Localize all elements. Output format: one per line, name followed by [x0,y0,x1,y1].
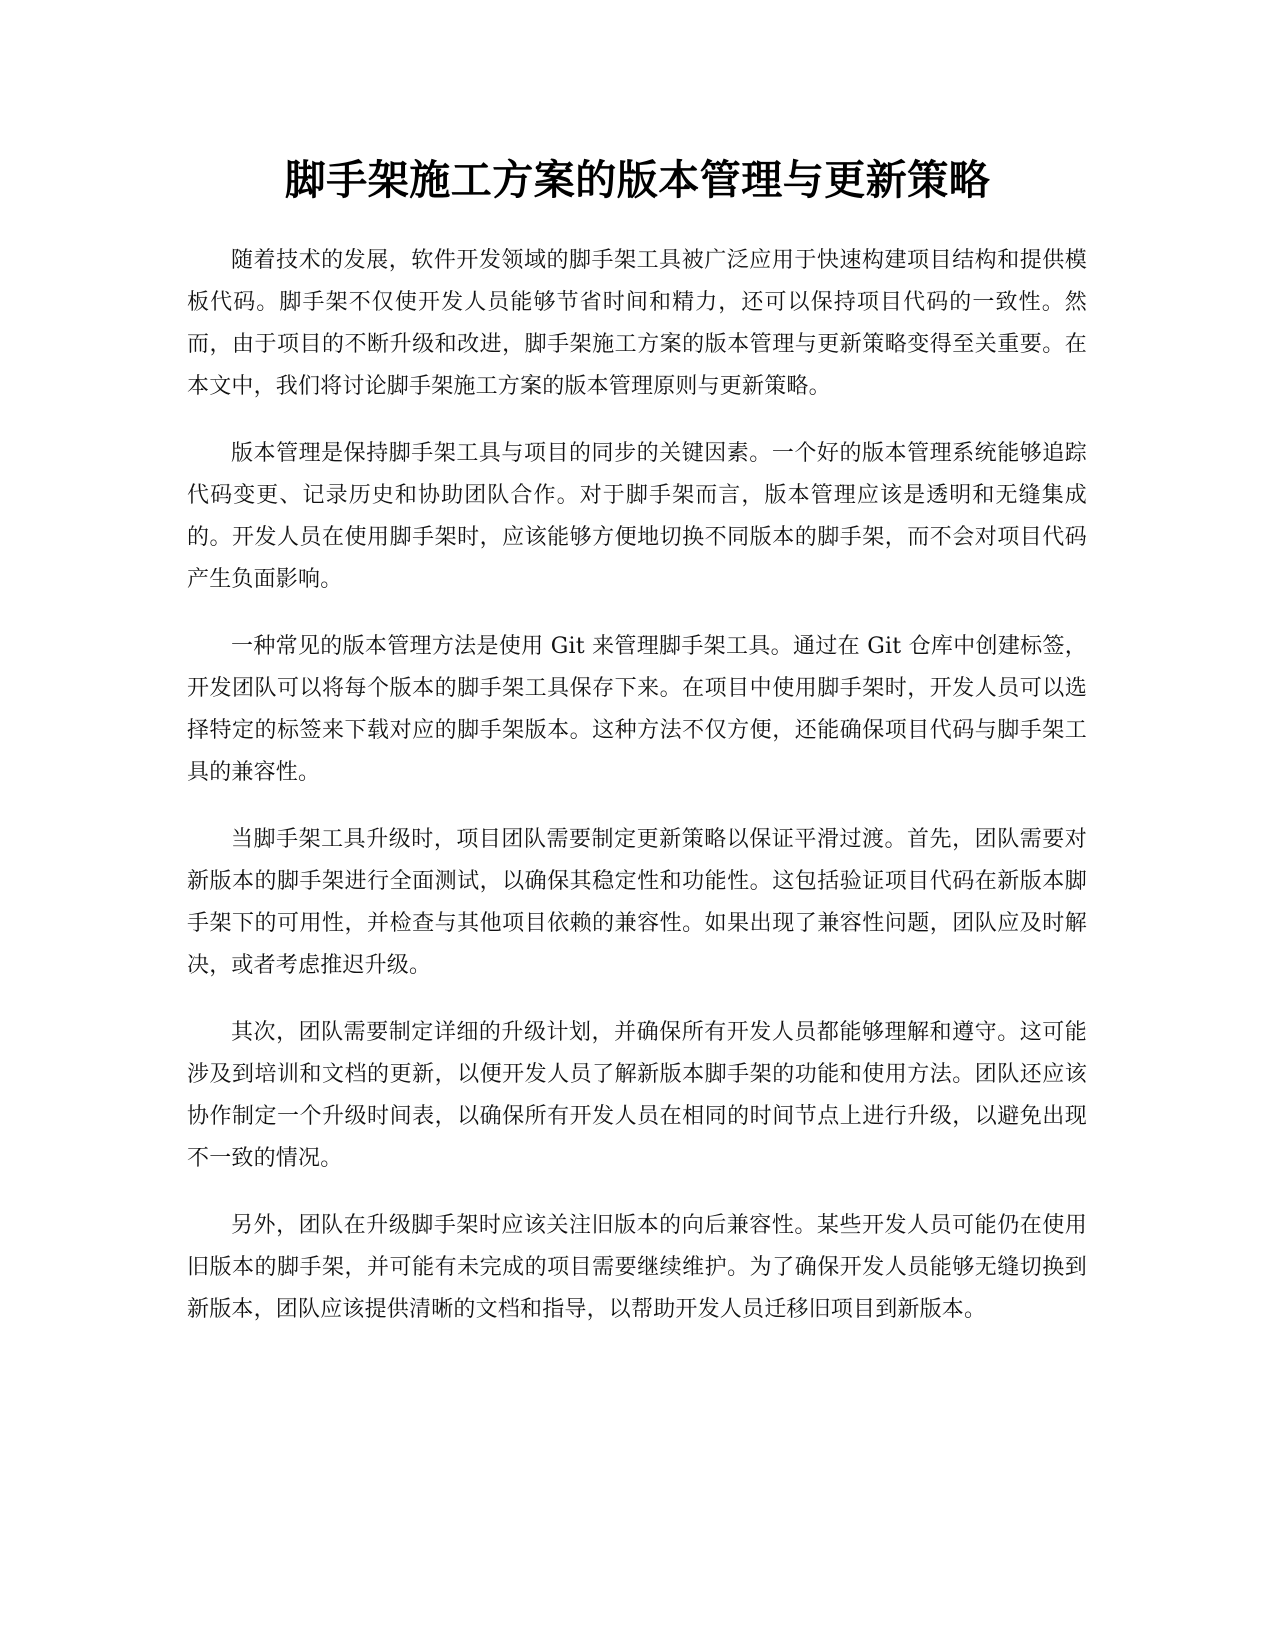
page-title: 脚手架施工方案的版本管理与更新策略 [284,156,991,204]
paragraph-2: 版本管理是保持脚手架工具与项目的同步的关键因素。一个好的版本管理系统能够追踪代码变更、记录历史和协助团队合作。对于脚手架而言，版本管理应该是透明和无缝集成的。开发人员在使用脚手架时，应该能够方便地切换不同版本的脚手架，而不会对项目代码产生负面影响。 [187,441,1087,592]
paragraph-6: 另外，团队在升级脚手架时应该关注旧版本的向后兼容性。某些开发人员可能仍在使用旧版本的脚手架，并可能有未完成的项目需要继续维护。为了确保开发人员能够无缝切换到新版本，团队应该提供清晰的文档和指导，以帮助开发人员迁移旧项目到新版本。 [187,1213,1087,1322]
paragraph-3: 一种常见的版本管理方法是使用 Git 来管理脚手架工具。通过在 Git 仓库中创建标签，开发团队可以将每个版本的脚手架工具保存下来。在项目中使用脚手架时，开发人员可以选择特定的标签来下载对应的脚手架版本。这种方法不仅方便，还能确保项目代码与脚手架工具的兼容性。 [187,634,1087,785]
paragraph-5: 其次，团队需要制定详细的升级计划，并确保所有开发人员都能够理解和遵守。这可能涉及到培训和文档的更新，以便开发人员了解新版本脚手架的功能和使用方法。团队还应该协作制定一个升级时间表，以确保所有开发人员在相同的时间节点上进行升级，以避免出现不一致的情况。 [187,1020,1087,1171]
paragraph-1: 随着技术的发展，软件开发领域的脚手架工具被广泛应用于快速构建项目结构和提供模板代码。脚手架不仅使开发人员能够节省时间和精力，还可以保持项目代码的一致性。然而，由于项目的不断升级和改进，脚手架施工方案的版本管理与更新策略变得至关重要。在本文中，我们将讨论脚手架施工方案的版本管理原则与更新策略。 [187,248,1087,399]
paragraph-4: 当脚手架工具升级时，项目团队需要制定更新策略以保证平滑过渡。首先，团队需要对新版本的脚手架进行全面测试，以确保其稳定性和功能性。这包括验证项目代码在新版本脚手架下的可用性，并检查与其他项目依赖的兼容性。如果出现了兼容性问题，团队应及时解决，或者考虑推迟升级。 [187,827,1087,978]
document-body [187,240,1087,1356]
